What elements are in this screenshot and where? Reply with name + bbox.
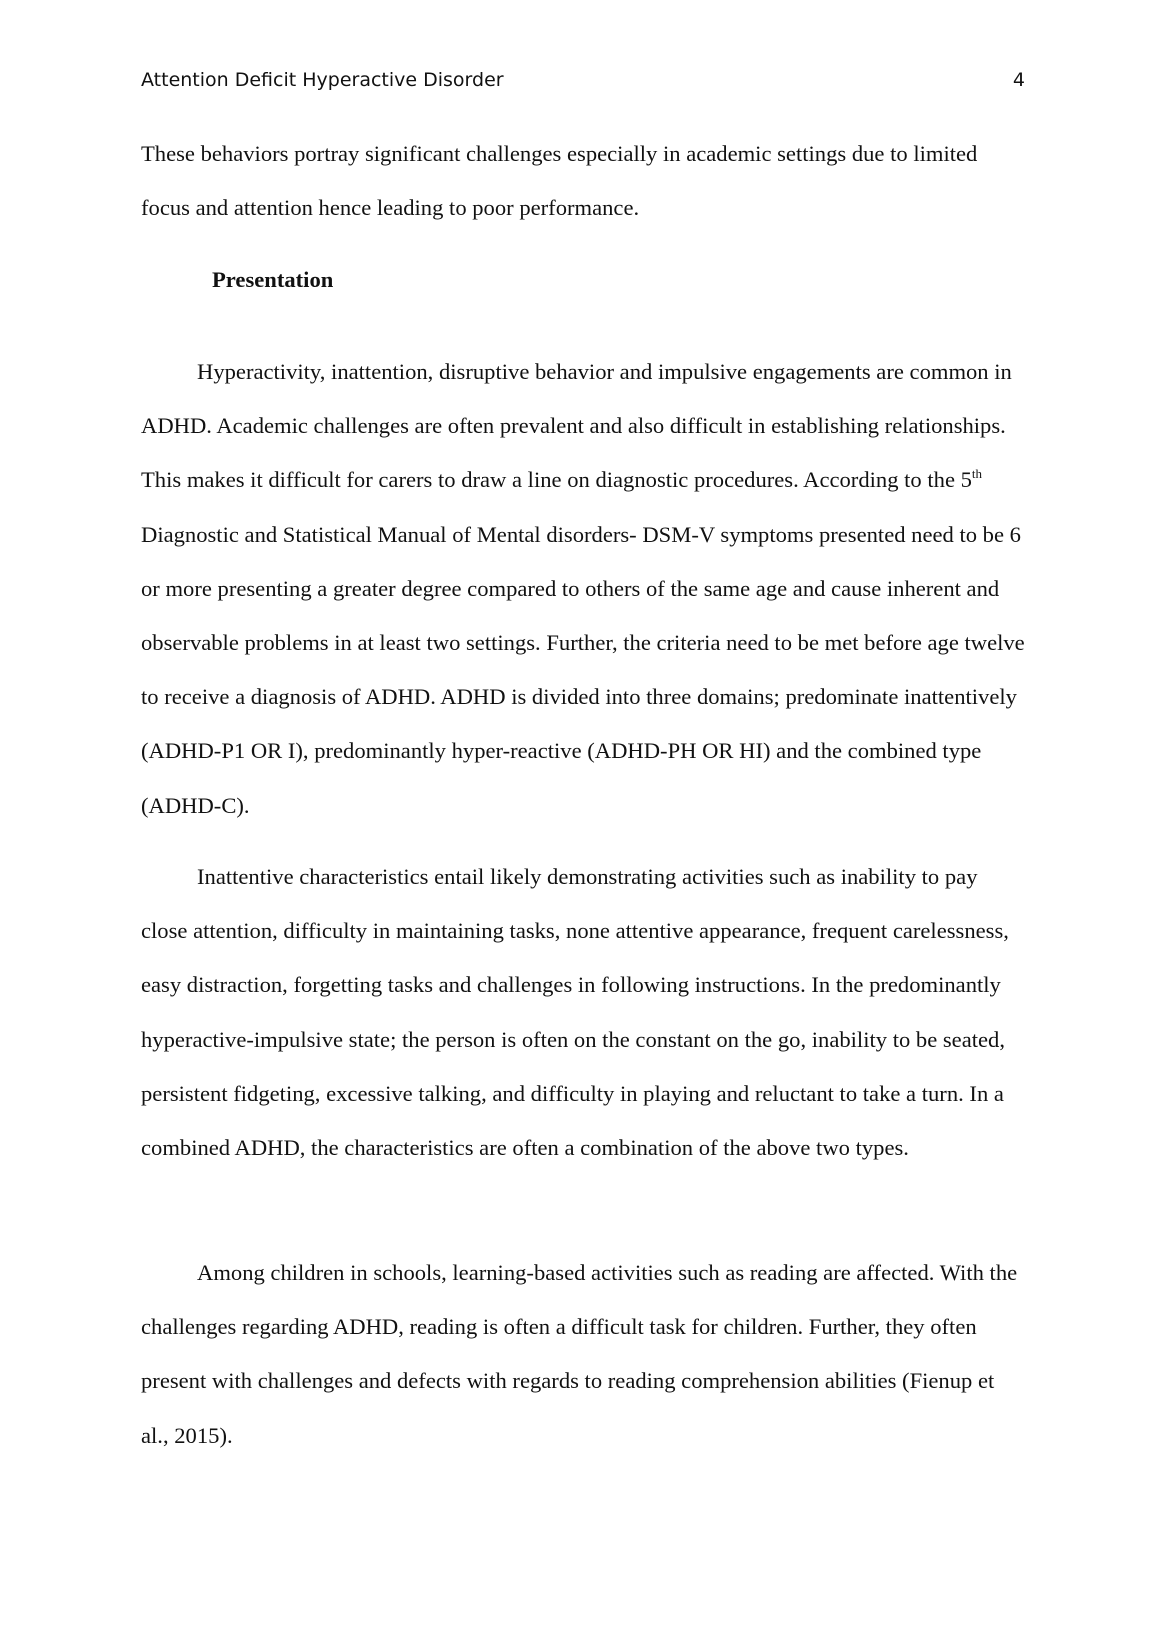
page-number: 4 [1012, 69, 1025, 91]
running-head-title: Attention Deficit Hyperactive Disorder [141, 69, 504, 91]
paragraph-1-text-b: Diagnostic and Statistical Manual of Mental disorders- DSM-V symptoms presented need to be 6 or more presenting a greater degree compared to others of the same age and cause inherent and observable problems in at least two settings. Further, the criteria need to be met before age twelve to receive a diagnosis of ADHD. ADHD is divided into three domains; predominate inattentively (ADHD-P1 OR I), predominantly hyper-reactive (ADHD-PH OR HI) and the combined type (ADHD-C). [141, 521, 1025, 818]
section-heading: Presentation [212, 267, 334, 292]
ordinal-superscript: th [971, 466, 983, 482]
intro-paragraph: These behaviors portray significant challenges especially in academic settings due to limited focus and attention hence leading to poor performance. [141, 141, 978, 221]
paragraph-2: Inattentive characteristics entail likely demonstrating activities such as inability to pay close attention, difficulty in maintaining tasks, none attentive appearance, frequent carelessness, easy distraction, forgetting tasks and challenges in following instructions. In the predominantly hyperactive-impulsive state; the person is often on the constant on the go, inability to be seated, persistent fidgeting, excessive talking, and difficulty in playing and reluctant to take a turn. In a combined ADHD, the characteristics are often a combination of the above two types. [141, 864, 1009, 1161]
paragraph-1-text-a: Hyperactivity, inattention, disruptive behavior and impulsive engagements are common in ADHD. Academic challenges are often prevalent and also difficult in establishing relationships. This makes it difficult for carers to draw a line on diagnostic procedures. According to the 5 [141, 359, 1012, 493]
paragraph-3: Among children in schools, learning-based activities such as reading are affected. With the challenges regarding ADHD, reading is often a difficult task for children. Further, they often present with challenges and defects with regards to reading comprehension abilities (Fienup et al., 2015). [141, 1260, 1018, 1448]
paragraph-1 [141, 345, 1026, 833]
